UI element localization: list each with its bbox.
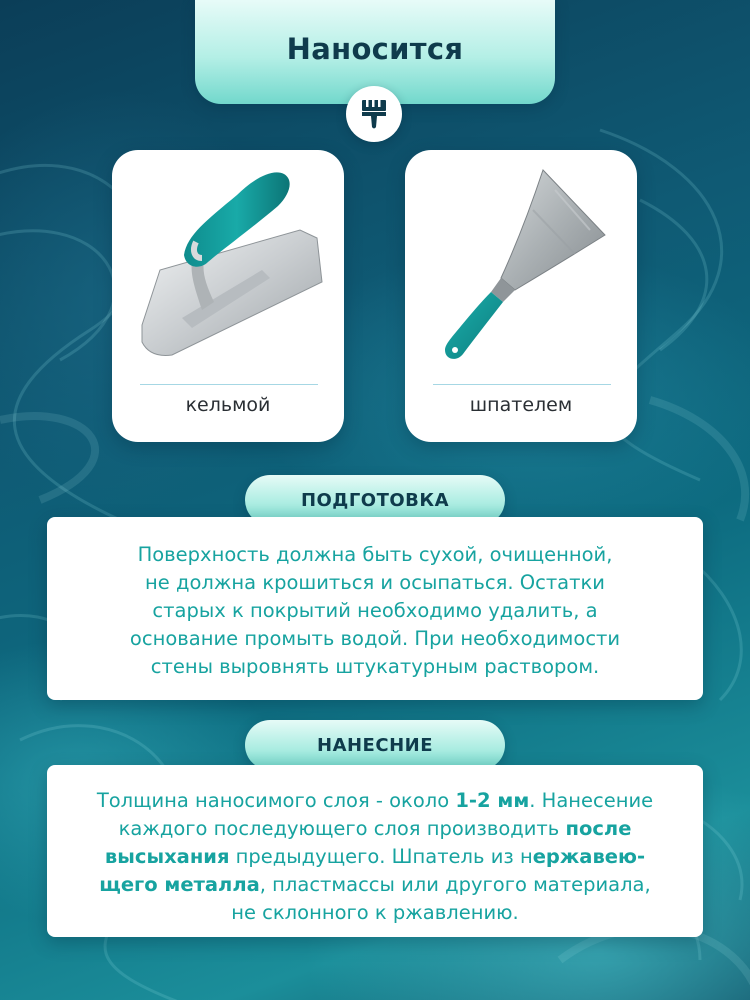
preparation-line: основание промыть водой. При необходимости (129, 627, 621, 650)
text-run: предыдущего. Шпатель из н (229, 845, 533, 868)
text-run-bold: после (565, 817, 632, 840)
paint-brush-badge (346, 86, 402, 142)
tool-label-trowel: кельмой (185, 394, 271, 416)
application-line (47, 787, 703, 815)
text-run: Толщина наносимого слоя - около (96, 789, 456, 812)
application-text (47, 787, 703, 927)
application-line (47, 899, 703, 927)
text-run: . Нанесение (529, 789, 654, 812)
text-run-bold: высыхания (104, 845, 230, 868)
preparation-line: не должна крошиться и осыпаться. Остатки (145, 571, 605, 594)
preparation-line: стены выровнять штукатурным раствором. (150, 655, 600, 678)
card-divider (140, 384, 318, 385)
text-run-bold: 1-2 мм (455, 789, 530, 812)
tool-card-trowel (112, 150, 344, 442)
application-line (47, 815, 703, 843)
preparation-panel (47, 517, 703, 700)
trowel-icon (112, 150, 344, 375)
tool-card-spatula (405, 150, 637, 442)
page-title: Наносится (286, 32, 464, 66)
text-run: каждого последующего слоя производить (118, 817, 566, 840)
card-divider (433, 384, 611, 385)
preparation-line: Поверхность должна быть сухой, очищенной, (137, 543, 613, 566)
text-run: не склонного к ржавлению. (231, 901, 519, 924)
section-title-application: НАНЕСНИЕ (245, 720, 505, 770)
paint-brush-icon (359, 98, 389, 130)
text-run-bold: ержавею- (532, 845, 646, 868)
preparation-text (47, 541, 703, 681)
application-line (47, 871, 703, 899)
application-panel (47, 765, 703, 937)
spatula-icon (405, 150, 637, 375)
tool-label-spatula: шпателем (469, 394, 573, 416)
preparation-line: старых к покрытий необходимо удалить, а (152, 599, 598, 622)
text-run: , пластмассы или другого материала, (259, 873, 651, 896)
text-run-bold: щего металла (99, 873, 260, 896)
application-line (47, 843, 703, 871)
section-title-preparation: ПОДГОТОВКА (245, 475, 505, 525)
